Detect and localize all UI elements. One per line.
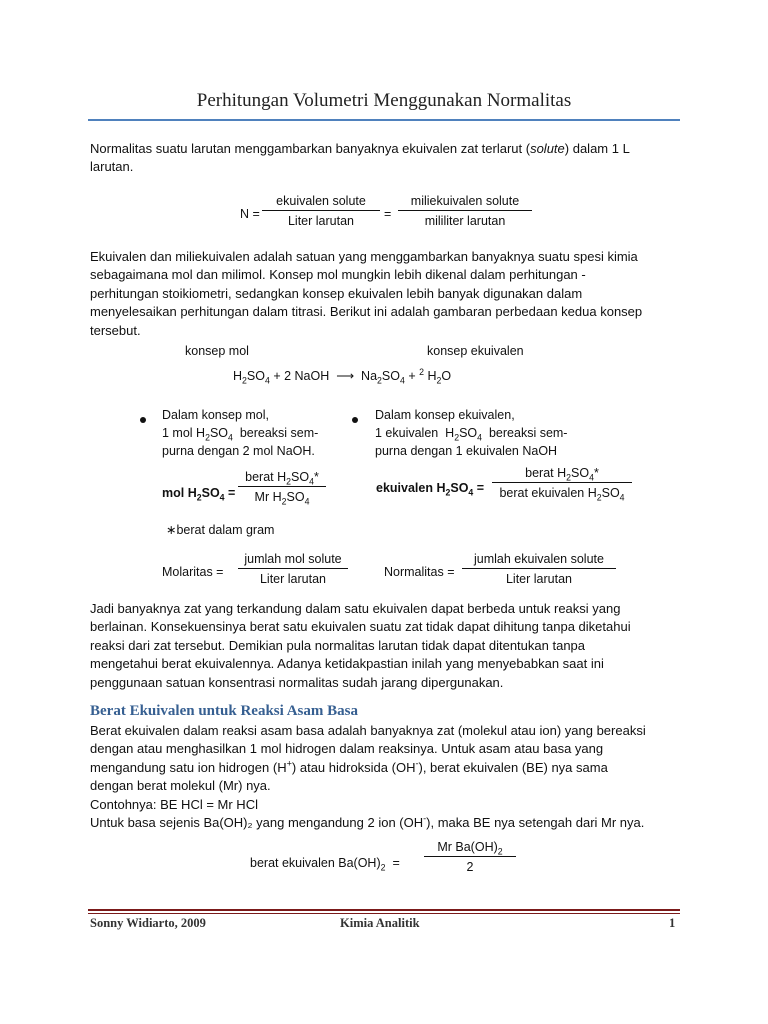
page-number: 1	[669, 916, 676, 930]
intro-paragraph	[90, 140, 690, 177]
formula-ba-fraction: Mr $Ba(OH)_2$ 2	[424, 840, 516, 874]
section-heading: Berat Ekuivalen untuk Reaksi Asam Basa	[90, 703, 358, 719]
formula-n-lhs: N =	[240, 207, 260, 221]
molaritas-lhs: Molaritas =	[162, 565, 224, 579]
heading-konsep-mol: konsep mol	[185, 344, 249, 358]
title-divider	[88, 119, 680, 121]
formula-n-equals: =	[384, 207, 392, 221]
footer-divider-thin	[88, 913, 680, 914]
normalitas-lhs: Normalitas =	[384, 565, 455, 579]
mol-formula-lhs: mol $H_2SO_4$ =	[162, 486, 236, 503]
mol-formula-fraction: berat $H_2SO_4*$ Mr $H_2SO_4$	[238, 470, 326, 504]
reaction-equation: $H_2SO_4 + 2$ NaOH ⟶ $Na_2SO_4 + ^2$ $H_2O$	[233, 366, 452, 386]
ekuivalen-bullet-text: Dalam konsep ekuivalen, 1 ekuivalen $H_2SO_4$ bereaksi sem- purna dengan 1 ekuivalen NaOH	[375, 408, 568, 458]
formula-n-fraction-2: miliekuivalen solute mililiter larutan	[398, 194, 532, 228]
formula-n-fraction-1: ekuivalen solute Liter larutan	[262, 194, 380, 228]
normalitas-fraction: jumlah ekuivalen solute Liter larutan	[462, 552, 616, 586]
heading-konsep-ekuivalen: konsep ekuivalen	[427, 344, 524, 358]
footer-author: Sonny Widiarto, 2009	[90, 916, 206, 930]
intro-line-1: Normalitas suatu larutan menggambarkan banyaknya ekuivalen zat terlarut (solute) dalam 1 L	[90, 141, 630, 156]
page-title: Perhitungan Volumetri Menggunakan Normalitas	[196, 90, 572, 111]
ekuivalen-formula-fraction: berat $H_2SO_4*$ berat ekuivalen $H_2SO_4$	[492, 466, 632, 500]
note-berat-gram: ∗berat dalam gram	[166, 523, 275, 537]
molaritas-fraction: jumlah mol solute Liter larutan	[238, 552, 348, 586]
intro-line-2: larutan.	[90, 159, 134, 175]
paragraph-asam-basa: Berat ekuivalen dalam reaksi asam basa adalah banyaknya zat (molekul atau ion) yang bereaksi dengan atau menghasilkan 1 mol hidrogen dalam reaksinya. Untuk asam atau basa yang mengandung satu ion hidrogen (H+) atau hidroksida (OH-), berat ekuivalen (BE) nya sama dengan berat molekul (Mr) nya. Contohnya: BE HCl = Mr HCl Untuk basa sejenis Ba(OH)₂ yang mengandung 2 ion (OH-), maka BE nya setengah dari Mr nya.	[90, 723, 646, 831]
bullet-dot	[140, 417, 146, 423]
formula-ba-lhs: berat ekuivalen $Ba(OH)_2$ =	[250, 856, 400, 873]
footer-divider	[88, 909, 680, 911]
bullet-dot	[352, 417, 358, 423]
mol-bullet-text: Dalam konsep mol, 1 mol $H_2SO_4$ bereaksi sem- purna dengan 2 mol NaOH.	[162, 408, 319, 458]
paragraph-ekuivalen: Ekuivalen dan miliekuivalen adalah satuan yang menggambarkan banyaknya suatu spesi kimia sebagaimana mol dan milimol. Konsep mol mungkin lebih dikenal dalam perhitungan - perhitungan stoikiometri, sedangkan konsep ekuivalen lebih banyak digunakan dalam menyelesaikan perhitungan dalam titrasi. Berikut ini adalah gambaran perbedaan kedua konsep tersebut.	[90, 249, 643, 338]
ekuivalen-formula-lhs: ekuivalen $H_2SO_4$ =	[376, 481, 485, 498]
footer-subject: Kimia Analitik	[340, 916, 420, 930]
paragraph-kesimpulan: Jadi banyaknya zat yang terkandung dalam satu ekuivalen dapat berbeda untuk reaksi yang berlainan. Konsekuensinya berat satu ekuivalen suatu zat tidak dapat dihitung tanpa diketahui reaksi dari zat tersebut. Demikian pula normalitas larutan tidak dapat ditentukan tanpa mengetahui berat ekuivalennya. Adanya ketidakpastian inilah yang menyebabkan saat ini penggunaan satuan konsentrasi normalitas sudah jarang dipergunakan.	[90, 601, 631, 690]
